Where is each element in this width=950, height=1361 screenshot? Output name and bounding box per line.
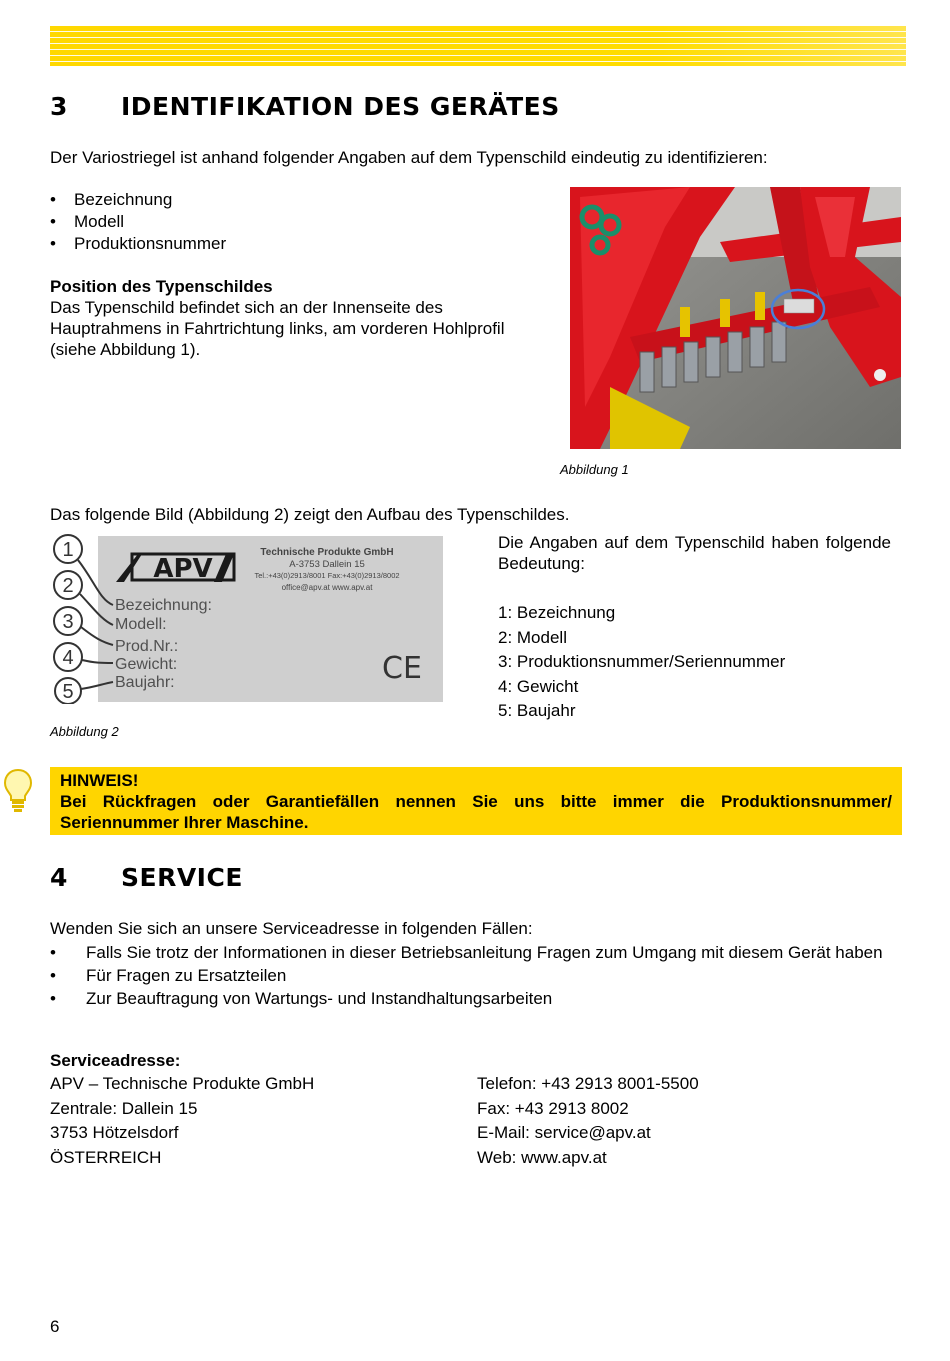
service-address <box>50 1072 314 1171</box>
section-4-heading <box>50 863 910 895</box>
marker-number: 1 <box>62 539 74 561</box>
note-body: Bei Rückfragen oder Garantiefällen nennen Sie uns bitte immer die Produktionsnummer/ Seriennummer Ihrer Maschine. <box>60 792 892 832</box>
identification-list <box>50 189 530 255</box>
marker-number: 4 <box>62 647 74 669</box>
page-number: 6 <box>50 1317 60 1336</box>
meaning-item: 4: Gewicht <box>498 676 579 696</box>
plate-field-label: Gewicht: <box>115 656 178 673</box>
marker-number: 3 <box>62 611 74 633</box>
meaning-list <box>498 601 785 724</box>
list-item: • Modell <box>50 211 530 233</box>
plate-field-label: Bezeichnung: <box>115 597 212 614</box>
address-line: APV – Technische Produkte GmbH <box>50 1074 315 1093</box>
service-address-heading: Serviceadresse: <box>50 1051 181 1070</box>
list-item: • Für Fragen zu Ersatzteilen <box>50 965 902 987</box>
lightbulb-icon <box>2 767 34 813</box>
plate-field-label: Modell: <box>115 616 167 633</box>
meaning-item: 5: Baujahr <box>498 701 576 720</box>
type-plate-figure <box>50 532 443 704</box>
section-title: SERVICE <box>121 863 243 892</box>
position-heading: Position des Typenschildes <box>50 277 273 296</box>
figure-2-caption: Abbildung 2 <box>50 724 119 739</box>
address-line: Zentrale: Dallein 15 <box>50 1098 198 1118</box>
service-contact <box>477 1072 699 1171</box>
plate-phone-fax: Tel.:+43(0)2913/8001 Fax:+43(0)2913/8002 <box>254 571 400 580</box>
contact-email: E-Mail: service@apv.at <box>477 1123 651 1143</box>
section-4-intro: Wenden Sie sich an unsere Serviceadresse in folgenden Fällen: <box>50 919 533 938</box>
address-line: ÖSTERREICH <box>50 1148 162 1168</box>
meaning-item: 3: Produktionsnummer/Seriennummer <box>498 652 786 671</box>
address-line: 3753 Hötzelsdorf <box>50 1123 179 1143</box>
figure-1-caption: Abbildung 1 <box>560 462 629 477</box>
contact-fax: Fax: +43 2913 8002 <box>477 1098 629 1118</box>
apv-logo-text: APV <box>153 554 213 584</box>
plate-web: office@apv.at www.apv.at <box>281 583 373 592</box>
machine-photo-illustration <box>570 187 901 449</box>
marker-number: 5 <box>62 681 74 703</box>
note-title: HINWEIS! <box>60 771 139 790</box>
plate-field-label: Baujahr: <box>115 674 175 691</box>
section-number: 4 <box>50 863 68 892</box>
meaning-intro: Die Angaben auf dem Typenschild haben folgende Bedeutung: <box>498 533 891 573</box>
type-plate-illustration <box>50 532 443 704</box>
plate-address: A-3753 Dallein 15 <box>289 559 365 570</box>
list-item: • Zur Beauftragung von Wartungs- und Instandhaltungsarbeiten <box>50 988 902 1010</box>
meaning-item: 2: Modell <box>498 627 567 647</box>
plate-field-label: Prod.Nr.: <box>115 638 179 655</box>
section-title: IDENTIFIKATION DES GERÄTES <box>121 92 560 121</box>
list-item: • Produktionsnummer <box>50 233 530 255</box>
ce-mark: CE <box>382 651 422 686</box>
service-cases-list <box>50 942 902 1010</box>
marker-number: 2 <box>62 575 74 597</box>
position-text: Das Typenschild befindet sich an der Innenseite des Hauptrahmens in Fahrtrichtung links, am vorderen Hohlprofil (siehe Abbildung 1). <box>50 298 505 359</box>
note-text <box>60 770 892 833</box>
list-item: • Bezeichnung <box>50 189 530 211</box>
contact-phone: Telefon: +43 2913 8001-5500 <box>477 1074 699 1093</box>
section-3-intro: Der Variostriegel ist anhand folgender Angaben auf dem Typenschild eindeutig zu identifizieren: <box>50 148 768 167</box>
list-item: • Falls Sie trotz der Informationen in dieser Betriebsanleitung Fragen zum Umgang mit diesem Gerät haben <box>50 942 902 963</box>
figure-2-intro: Das folgende Bild (Abbildung 2) zeigt den Aufbau des Typenschildes. <box>50 505 570 524</box>
header-stripe-bar <box>50 26 906 66</box>
meaning-item: 1: Bezeichnung <box>498 603 616 622</box>
section-number: 3 <box>50 92 68 121</box>
plate-company: Technische Produkte GmbH <box>260 547 394 558</box>
contact-web: Web: www.apv.at <box>477 1148 607 1168</box>
section-3-heading <box>50 92 910 124</box>
machine-photo <box>570 187 901 449</box>
